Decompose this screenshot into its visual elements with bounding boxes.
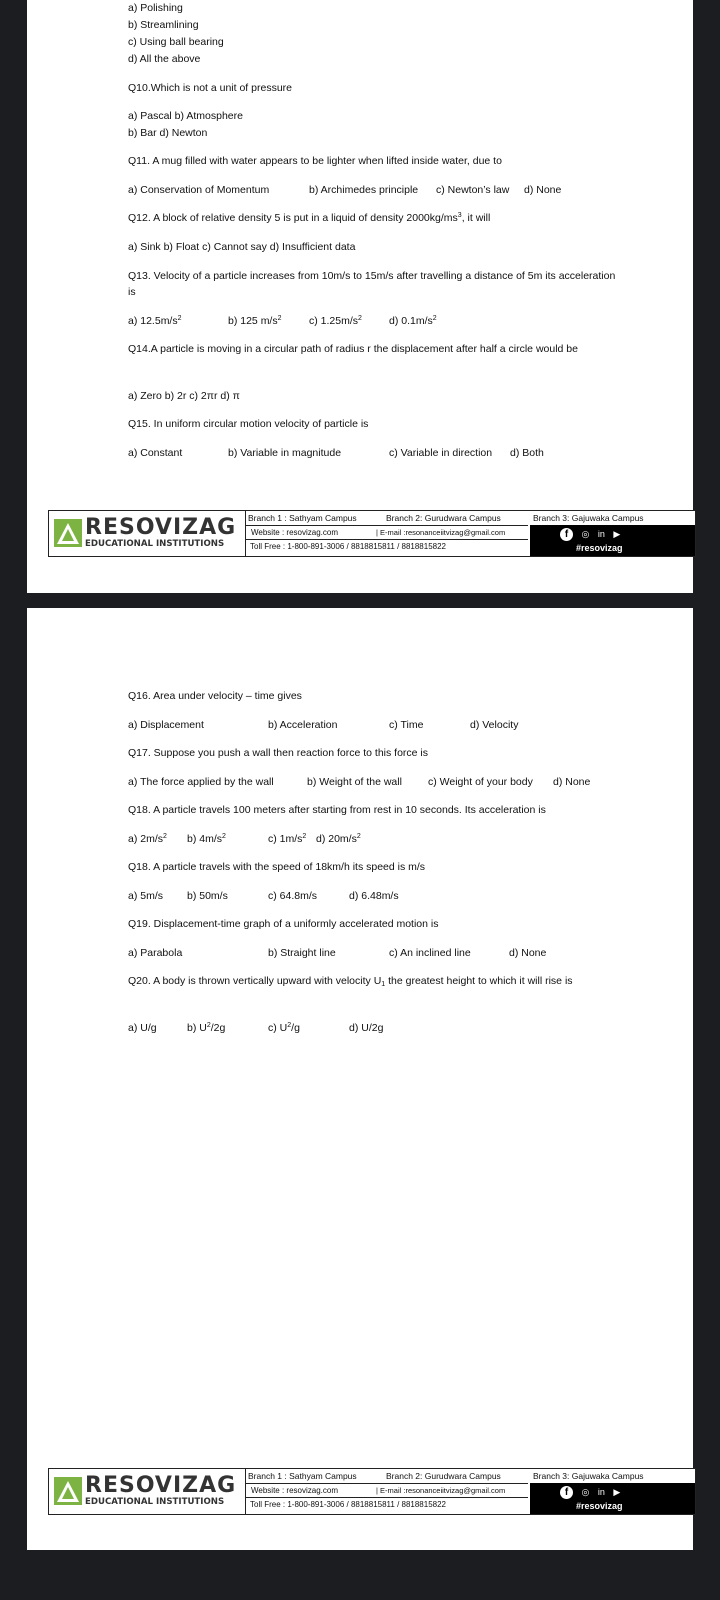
q15-option-b: b) Variable in magnitude (228, 447, 342, 459)
instagram-icon: ◎ (581, 529, 590, 539)
hashtag: #resovizag (576, 1501, 623, 1511)
q16-option-c: c) Time (389, 719, 424, 731)
document-page-2 (27, 608, 693, 1550)
resovizag-logo-icon (54, 1477, 82, 1505)
branch-3: Branch 3: Gajuwaka Campus (533, 1471, 644, 1481)
q13-option-c: c) $1.25m/s^2$ (309, 315, 362, 327)
q17-option-c: c) Weight of your body (428, 776, 533, 788)
brand-tagline: EDUCATIONAL INSTITUTIONS (85, 1497, 225, 1507)
q16-option-b: b) Acceleration (268, 719, 338, 731)
q15-option-c: c) Variable in direction (389, 447, 493, 459)
q16-option-d: d) Velocity (470, 719, 519, 731)
q15-option-a: a) Constant (128, 447, 183, 459)
resovizag-logo-icon (54, 519, 82, 547)
brand-name: RESOVIZAG (85, 1473, 237, 1498)
q11-option-b: b) Archimedes principle (309, 184, 419, 196)
q20-option-d: d) U/2g (349, 1022, 384, 1034)
q19-option-b: b) Straight line (268, 947, 336, 959)
contact-info (245, 511, 530, 556)
branch-2: Branch 2: Gurudwara Campus (386, 513, 501, 523)
q20-question: Q20. A body is thrown vertically upward with velocity $U_1$ the greatest height to which it will rise is (128, 975, 573, 988)
q9-option-c: c) Using ball bearing (128, 36, 224, 48)
email: | E-mail :resonanceiitvizag@gmail.com (376, 1486, 506, 1495)
social-panel (530, 525, 695, 556)
q11-question: Q11. A mug filled with water appears to be lighter when lifted inside water, due to (128, 155, 502, 167)
q18a-question: Q18. A particle travels 100 meters after starting from rest in 10 seconds. Its acceleration is (128, 804, 546, 816)
q15-option-d: d) Both (510, 447, 544, 459)
q20-option-c: c) $U^2/g$ (268, 1022, 300, 1034)
social-icons (560, 1486, 626, 1499)
q18a-option-d: d) $20m/s^2$ (316, 833, 361, 845)
q10-options-row2: b) Bar d) Newton (128, 127, 208, 139)
q11-option-d: d) None (524, 184, 562, 196)
q12-question: Q12. A block of relative density 5 is put in a liquid of density $2000kg/ms^3$, it will (128, 212, 491, 224)
social-panel (530, 1483, 695, 1514)
q17-question: Q17. Suppose you push a wall then reaction force to this force is (128, 747, 429, 759)
branch-1: Branch 1 : Sathyam Campus (248, 1471, 357, 1481)
q11-option-a: a) Conservation of Momentum (128, 184, 270, 196)
q16-question: Q16. Area under velocity – time gives (128, 690, 302, 702)
footer-banner (48, 510, 696, 557)
footer-banner (48, 1468, 696, 1515)
q18b-option-a: a) 5m/s (128, 890, 164, 902)
q14-options: a) Zero b) 2r c) 2πr d) π (128, 390, 240, 402)
document-page-1 (27, 0, 693, 593)
q13-option-b: b) 125 $m/s^2$ (228, 315, 282, 327)
q19-option-c: c) An inclined line (389, 947, 471, 959)
toll-free: Toll Free : 1-800-891-3006 / 8818815811 / 8818815822 (250, 542, 447, 551)
youtube-icon: ▶ (613, 1487, 621, 1497)
q15-question: Q15. In uniform circular motion velocity of particle is (128, 418, 369, 430)
social-icons (560, 528, 626, 541)
q10-question: Q10.Which is not a unit of pressure (128, 82, 292, 94)
q17-option-b: b) Weight of the wall (307, 776, 402, 788)
hashtag: #resovizag (576, 543, 623, 553)
q12-options: a) Sink b) Float c) Cannot say d) Insufficient data (128, 241, 356, 253)
q20-option-b: b) $U^2/2g$ (187, 1022, 226, 1034)
contact-row (246, 525, 528, 540)
q14-question: Q14.A particle is moving in a circular path of radius r the displacement after half a circle would be (128, 343, 578, 355)
website: Website : resovizag.com (251, 528, 338, 537)
q11-option-c: c) Newton’s law (436, 184, 510, 196)
q17-option-a: a) The force applied by the wall (128, 776, 274, 788)
contact-row (246, 1483, 528, 1498)
q17-option-d: d) None (553, 776, 591, 788)
brand-name: RESOVIZAG (85, 515, 237, 540)
q9-option-a: a) Polishing (128, 2, 183, 14)
q9-option-b: b) Streamlining (128, 19, 199, 31)
email: | E-mail :resonanceiitvizag@gmail.com (376, 528, 506, 537)
q9-option-d: d) All the above (128, 53, 201, 65)
instagram-icon: ◎ (581, 1487, 590, 1497)
q13-option-a: a) $12.5m/s^2$ (128, 315, 182, 327)
q18b-option-b: b) 50m/s (187, 890, 228, 902)
q13-option-d: d) $0.1m/s^2$ (389, 315, 437, 327)
branch-1: Branch 1 : Sathyam Campus (248, 513, 357, 523)
contact-info (245, 1469, 530, 1514)
q10-options-row1: a) Pascal b) Atmosphere (128, 110, 243, 122)
q18b-question: Q18. A particle travels with the speed of 18km/h its speed is m/s (128, 861, 426, 873)
q18b-option-c: c) 64.8m/s (268, 890, 318, 902)
linkedin-icon: in (597, 1487, 605, 1497)
q20-option-a: a) U/g (128, 1022, 157, 1034)
branch-2: Branch 2: Gurudwara Campus (386, 1471, 501, 1481)
brand-tagline: EDUCATIONAL INSTITUTIONS (85, 539, 225, 549)
q13-question: Q13. Velocity of a particle increases from 10m/s to 15m/s after travelling a distance of 5m its acceleration is (128, 270, 616, 298)
linkedin-icon: in (597, 529, 605, 539)
q16-option-a: a) Displacement (128, 719, 204, 731)
q18b-option-d: d) 6.48m/s (349, 890, 399, 902)
q19-option-a: a) Parabola (128, 947, 183, 959)
toll-free: Toll Free : 1-800-891-3006 / 8818815811 / 8818815822 (250, 1500, 447, 1509)
q18a-option-b: b) $4m/s^2$ (187, 833, 226, 845)
q19-option-d: d) None (509, 947, 547, 959)
facebook-icon: f (560, 1486, 573, 1499)
q18a-option-c: c) $1m/s^2$ (268, 833, 307, 845)
youtube-icon: ▶ (613, 529, 621, 539)
q19-question: Q19. Displacement-time graph of a uniformly accelerated motion is (128, 918, 439, 930)
q18a-option-a: a) $2m/s^2$ (128, 833, 167, 845)
facebook-icon: f (560, 528, 573, 541)
website: Website : resovizag.com (251, 1486, 338, 1495)
branch-3: Branch 3: Gajuwaka Campus (533, 513, 644, 523)
